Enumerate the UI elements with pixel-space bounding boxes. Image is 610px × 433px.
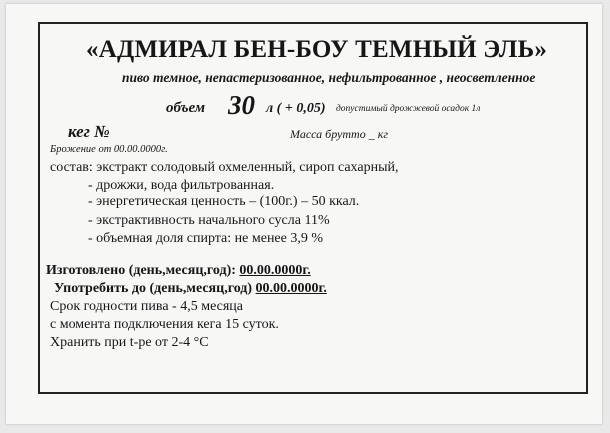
volume-unit: л ( + 0,05) (266, 101, 326, 116)
composition-line: - объемная доля спирта: не менее 3,9 % (88, 231, 324, 246)
label-paper (6, 4, 602, 424)
keg-number-label: кег № (68, 122, 110, 141)
best-before-date (54, 281, 327, 297)
best-before-label: Употребить до (день,месяц,год) (54, 281, 256, 296)
manufacture-date-label: Изготовлено (день,месяц,год): (46, 263, 240, 278)
best-before-value: 00.00.0000г. (255, 281, 327, 296)
fermentation-date: Брожение от 00.00.0000г. (50, 144, 168, 155)
label-subtitle: пиво темное, непастеризованное, нефильтрованное , неосветленное (122, 70, 536, 85)
manufacture-date (46, 263, 311, 279)
composition-line: состав: экстракт солодовый охмеленный, сироп сахарный, (50, 160, 399, 175)
gross-mass-label: Масса брутто _ кг (290, 127, 388, 141)
volume-value: 30 (228, 90, 255, 120)
shelf-life-line: Срок годности пива - 4,5 месяца (50, 299, 243, 314)
manufacture-date-value: 00.00.0000г. (239, 263, 311, 278)
label-title: «АДМИРАЛ БЕН-БОУ ТЕМНЫЙ ЭЛЬ» (86, 36, 548, 63)
volume-note: допустимый дрожжевой осадок 1л (336, 104, 481, 114)
volume-label: объем (166, 100, 206, 116)
storage-conditions: Хранить при t-ре от 2-4 °С (50, 335, 209, 350)
composition-line: - дрожжи, вода фильтрованная. (88, 178, 275, 193)
composition-line: - энергетическая ценность – (100г.) – 50 ккал. (88, 194, 360, 209)
composition-line: - экстрактивность начального сусла 11% (88, 213, 330, 228)
shelf-life-after-opening: с момента подключения кега 15 суток. (50, 317, 279, 332)
